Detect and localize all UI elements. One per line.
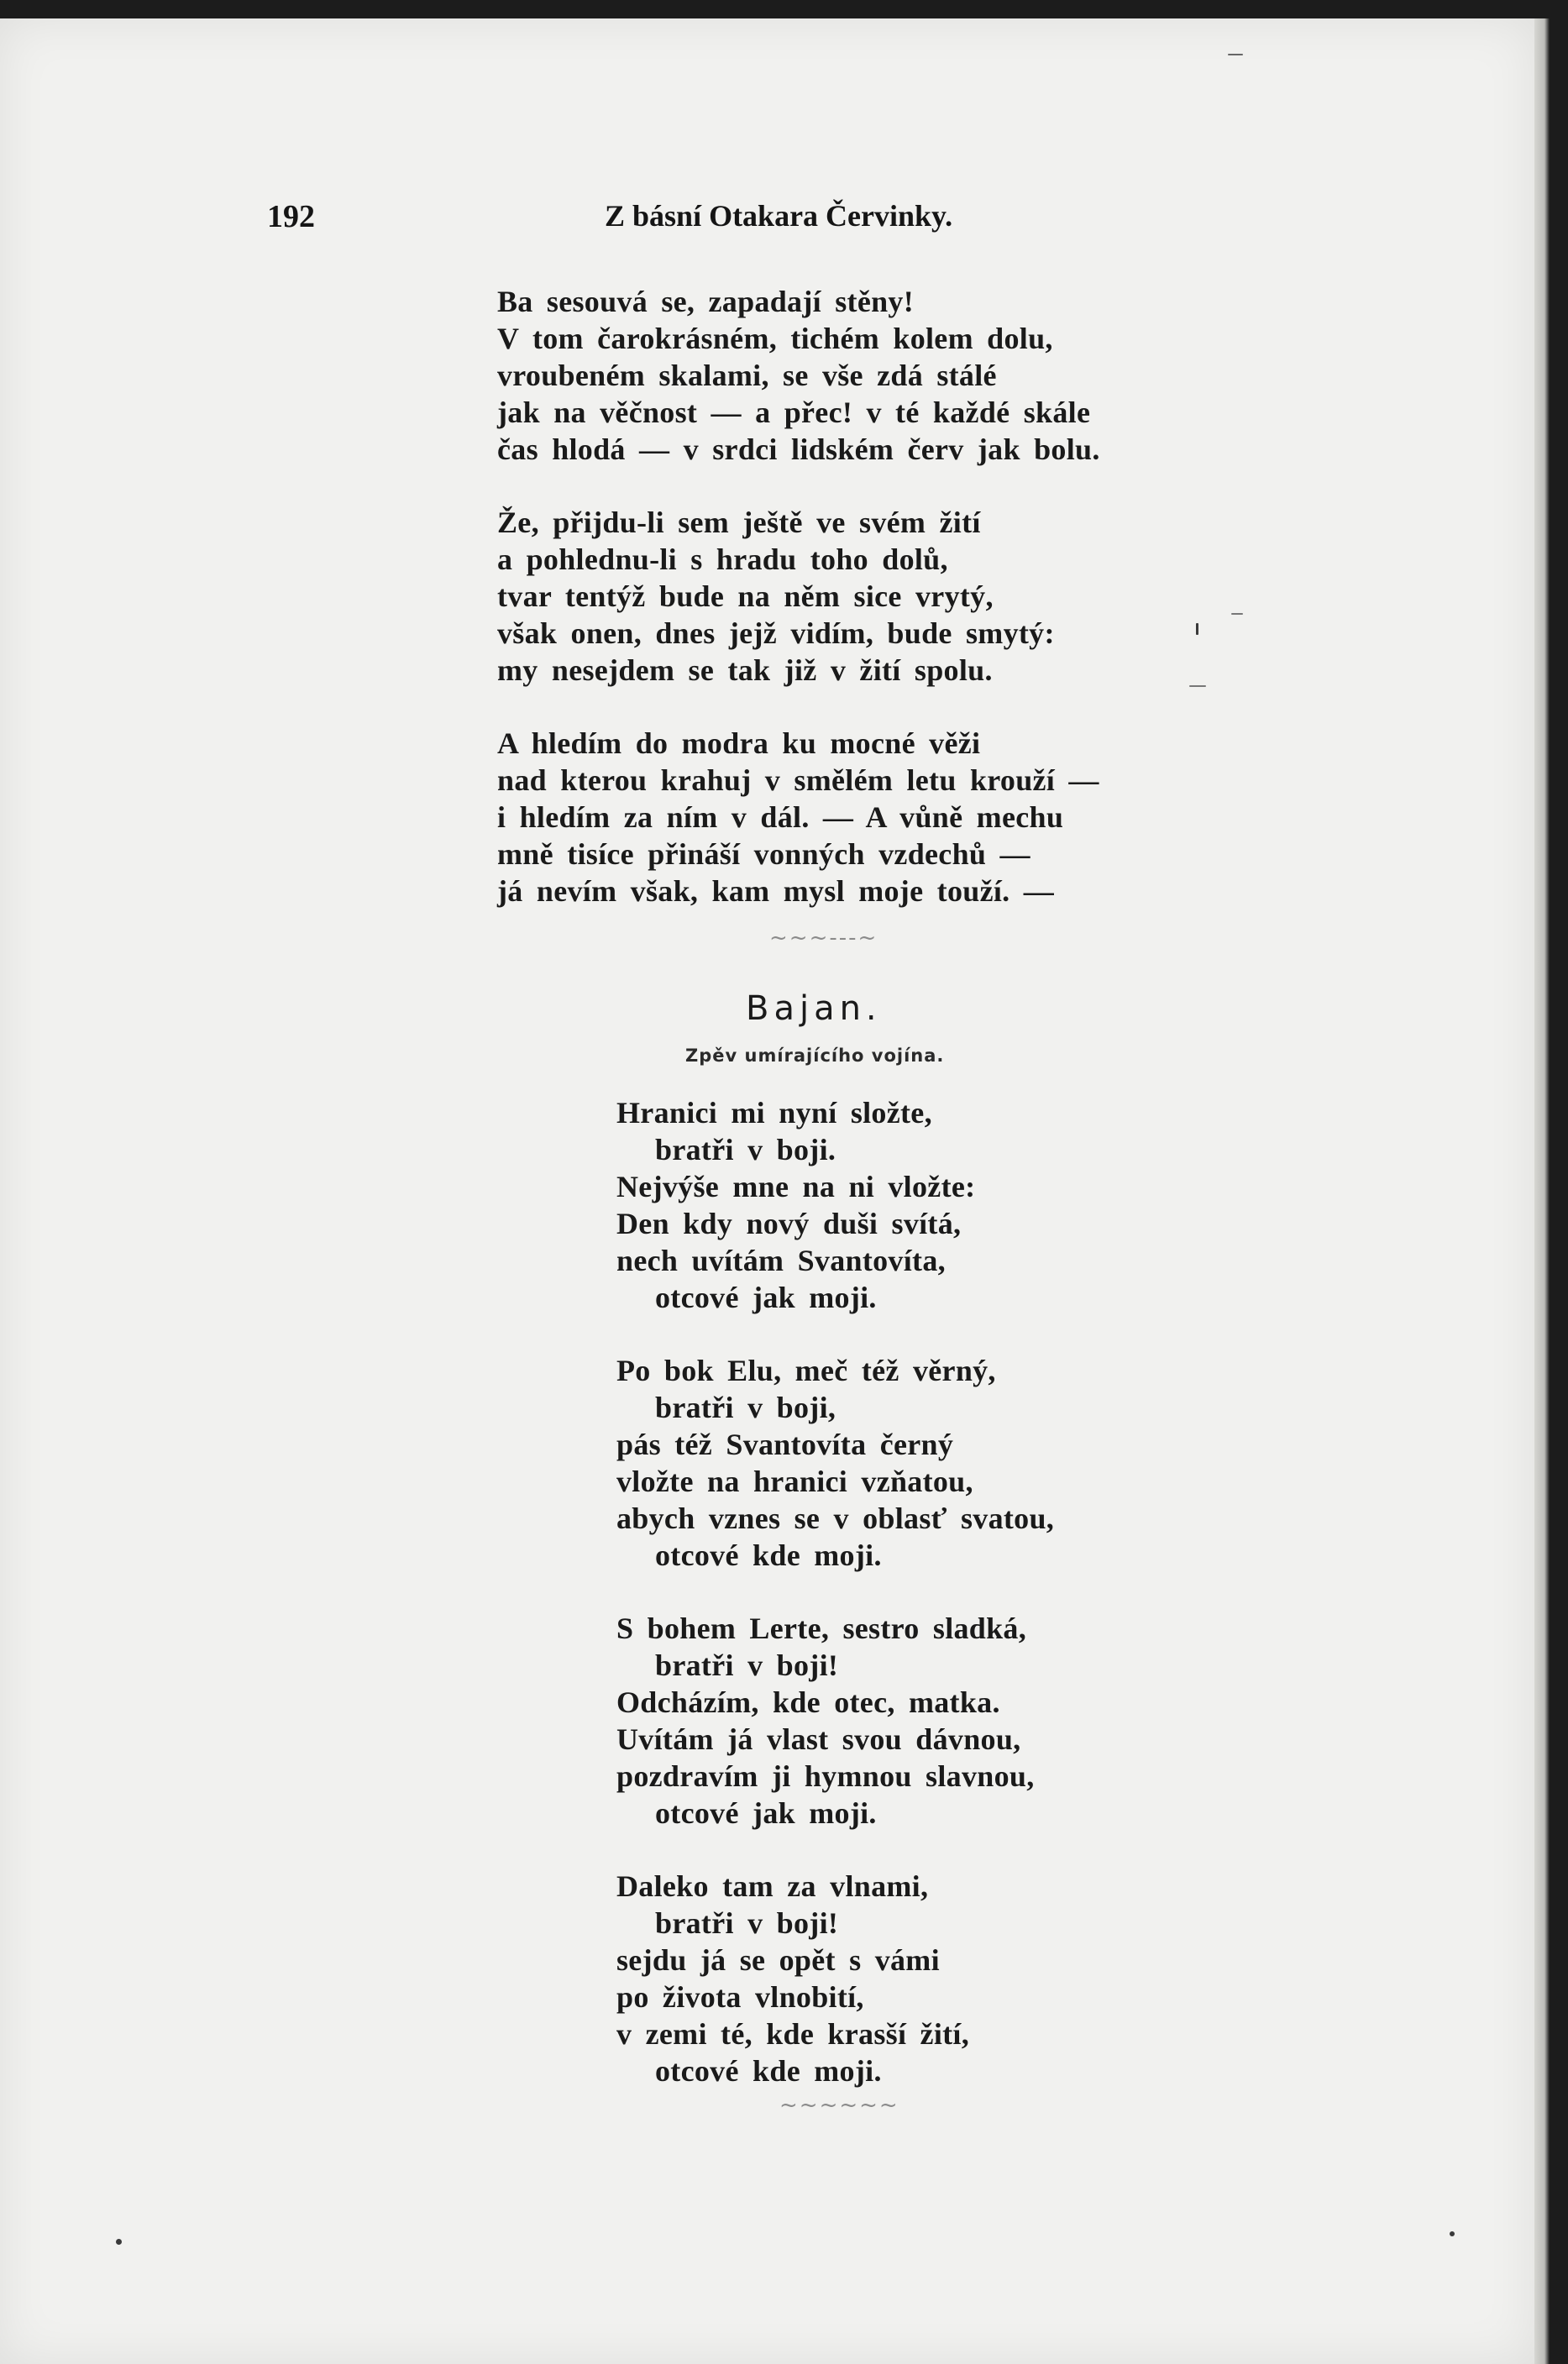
poem-line: otcové kde moji. <box>655 2054 882 2088</box>
poem-line: Odcházím, kde otec, matka. <box>616 1685 1000 1719</box>
poem-title: Bajan. <box>746 989 882 1028</box>
poem-line: Daleko tam za vlnami, <box>616 1869 929 1903</box>
poem-line: bratři v boji! <box>655 1649 839 1682</box>
page-number: 192 <box>267 199 315 234</box>
stanza <box>616 1610 1204 1832</box>
poem-line: Ba sesouvá se, zapadají stěny! <box>497 285 915 318</box>
print-speck <box>1228 54 1243 55</box>
print-speck <box>1196 623 1198 635</box>
poem-line: po života vlnobití, <box>616 1980 864 2014</box>
poem-line: Uvítám já vlast svou dávnou, <box>616 1722 1021 1756</box>
poem-line: čas hlodá — v srdci lidském červ jak bolu. <box>497 432 1100 466</box>
page-edge <box>1534 18 1568 2364</box>
print-speck <box>1231 613 1243 615</box>
poem-line: S bohem Lerte, sestro sladká, <box>616 1612 1027 1645</box>
poem-line: otcové jak moji. <box>655 1281 877 1314</box>
poem-line: mně tisíce přináší vonných vzdechů — <box>497 837 1030 871</box>
poem-subtitle: Zpěv umírajícího vojína. <box>685 1046 945 1066</box>
poem-line: my nesejdem se tak již v žití spolu. <box>497 653 993 687</box>
poem-line: i hledím za ním v dál. — A vůně mechu <box>497 800 1064 834</box>
poem-line: Hranici mi nyní složte, <box>616 1096 932 1130</box>
poem-line: vložte na hranici vzňatou, <box>616 1465 973 1498</box>
poem-line: Že, přijdu-li sem ještě ve svém žití <box>497 506 981 539</box>
poem-line: Po bok Elu, meč též věrný, <box>616 1354 996 1387</box>
poem-line: otcové jak moji. <box>655 1796 877 1830</box>
poem-line: tvar tentýž bude na něm sice vrytý, <box>497 579 994 613</box>
stanza <box>497 725 1203 909</box>
poem-line: jak na věčnost — a přec! v té každé skále <box>497 396 1091 429</box>
poem-line: bratři v boji! <box>655 1906 839 1940</box>
section-divider: ~~~---~ <box>769 925 878 951</box>
poem-line: pás též Svantovíta černý <box>616 1428 954 1461</box>
stanza <box>616 1352 1204 1574</box>
poem-line: v zemi té, kde krasší žití, <box>616 2017 970 2051</box>
poem-line: nech uvítám Svantovíta, <box>616 1244 946 1277</box>
page-header <box>267 198 1141 249</box>
poem-line: V tom čarokrásném, tichém kolem dolu, <box>497 322 1053 355</box>
stanza <box>616 1868 1204 2089</box>
poem-line: však onen, dnes jejž vidím, bude smytý: <box>497 616 1055 650</box>
poem-line: pozdravím ji hymnou slavnou, <box>616 1759 1035 1793</box>
poem-line: sejdu já se opět s vámi <box>616 1943 940 1977</box>
poem-line: abych vznes se v oblasť svatou, <box>616 1502 1055 1535</box>
poem-line: bratři v boji, <box>655 1391 836 1424</box>
print-speck <box>1450 2231 1455 2236</box>
poem-line: A hledím do modra ku mocné věži <box>497 726 981 760</box>
poem-line: otcové kde moji. <box>655 1538 882 1572</box>
print-speck <box>1189 685 1206 687</box>
running-title: Z básní Otakara Červinky. <box>605 199 953 233</box>
poem-line: Den kdy nový duši svítá, <box>616 1207 962 1240</box>
poem-continuation <box>497 283 1203 946</box>
poem-bajan <box>616 1094 1204 2126</box>
poem-line: nad kterou krahuj v smělém letu krouží — <box>497 763 1099 797</box>
stanza <box>497 283 1203 468</box>
poem-line: vroubeném skalami, se vše zdá stálé <box>497 359 997 392</box>
poem-line: já nevím však, kam mysl moje touží. — <box>497 874 1055 908</box>
end-divider: ~~~~~~ <box>779 2093 899 2118</box>
stanza <box>616 1094 1204 1316</box>
stanza <box>497 504 1203 689</box>
poem-line: Nejvýše mne na ni vložte: <box>616 1170 976 1203</box>
print-speck <box>116 2239 122 2245</box>
poem-line: a pohlednu-li s hradu toho dolů, <box>497 543 948 576</box>
poem-line: bratři v boji. <box>655 1133 836 1166</box>
